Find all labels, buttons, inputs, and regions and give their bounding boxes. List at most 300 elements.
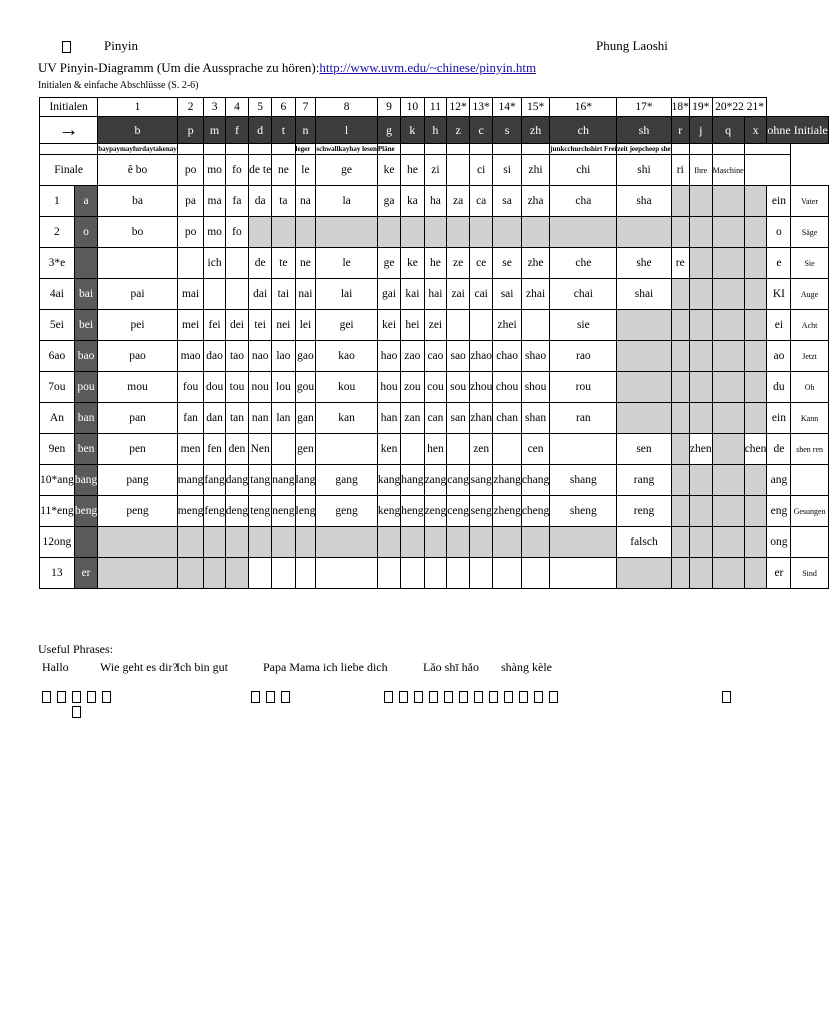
- syllable-cell: bo: [98, 217, 178, 248]
- syllable-cell: [470, 558, 493, 589]
- notes-row: [40, 144, 829, 155]
- syllable-cell: [671, 527, 689, 558]
- syllable-cell: [98, 558, 178, 589]
- initials-row: [40, 117, 829, 144]
- syllable-cell: fou: [177, 372, 204, 403]
- syllable-cell: [470, 527, 493, 558]
- arrow-cell: [40, 117, 98, 144]
- column-number: 15*: [521, 98, 549, 117]
- syllable-cell: [671, 310, 689, 341]
- syllable-cell: [424, 558, 447, 589]
- finale-cell: ci: [470, 155, 493, 186]
- syllable-cell: nan: [249, 403, 272, 434]
- syllable-cell: cou: [424, 372, 447, 403]
- syllable-cell: [447, 527, 470, 558]
- missing-glyph-row: [42, 689, 768, 719]
- syllable-cell: [225, 279, 248, 310]
- syllable-cell: ka: [401, 186, 424, 217]
- syllable-cell: ma: [204, 186, 225, 217]
- note-cell: [272, 144, 295, 155]
- syllable-cell: ran: [550, 403, 617, 434]
- syllable-cell: nang: [272, 465, 295, 496]
- initial-cell: m: [204, 117, 225, 144]
- syllable-cell: [447, 310, 470, 341]
- syllable-cell: [295, 558, 316, 589]
- syllable-cell: [204, 527, 225, 558]
- syllable-cell: [689, 527, 712, 558]
- syllable-cell: he: [424, 248, 447, 279]
- row-word: Oh: [791, 372, 828, 403]
- final-row: [40, 217, 829, 248]
- note-cell: [204, 144, 225, 155]
- syllable-cell: [744, 372, 767, 403]
- row-final: bai: [74, 279, 97, 310]
- finale-cell: po: [177, 155, 204, 186]
- row-word: Säge: [791, 217, 828, 248]
- syllable-cell: [493, 217, 521, 248]
- syllable-cell: na: [295, 186, 316, 217]
- syllable-cell: zhan: [470, 403, 493, 434]
- final-row: [40, 279, 829, 310]
- syllable-cell: [712, 372, 744, 403]
- syllable-cell: chen: [744, 434, 767, 465]
- initial-cell: b: [98, 117, 178, 144]
- author-name: Phung Laoshi: [596, 38, 668, 53]
- syllable-cell: [617, 558, 671, 589]
- note-cell: Pläne: [377, 144, 400, 155]
- syllable-cell: [689, 558, 712, 589]
- syllable-cell: [98, 527, 178, 558]
- syllable-cell: zhai: [521, 279, 549, 310]
- syllable-cell: kei: [377, 310, 400, 341]
- syllable-cell: [249, 217, 272, 248]
- syllable-cell: [689, 217, 712, 248]
- row-number: 5ei: [40, 310, 75, 341]
- column-number: 16*: [550, 98, 617, 117]
- syllable-cell: [272, 558, 295, 589]
- note-cell: zeit jeepcheep she: [617, 145, 671, 153]
- initial-cell: zh: [521, 117, 549, 144]
- syllable-cell: [689, 372, 712, 403]
- syllable-cell: [493, 558, 521, 589]
- syllable-cell: [671, 341, 689, 372]
- initial-cell: p: [177, 117, 204, 144]
- syllable-cell: [712, 217, 744, 248]
- column-number: 12*: [447, 98, 470, 117]
- finale-cell: Maschine: [712, 155, 744, 186]
- syllable-cell: pang: [98, 465, 178, 496]
- syllable-cell: nai: [295, 279, 316, 310]
- finale-cell: Ihre: [689, 155, 712, 186]
- missing-glyph-icon: [102, 691, 111, 703]
- syllable-cell: te: [272, 248, 295, 279]
- syllable-cell: she: [617, 248, 671, 279]
- column-number: 8: [316, 98, 377, 117]
- final-row: [40, 341, 829, 372]
- syllable-cell: fang: [204, 465, 225, 496]
- syllable-cell: cha: [550, 186, 617, 217]
- column-number-row: [40, 98, 829, 117]
- row-number: 10*ang: [40, 465, 75, 496]
- syllable-cell: le: [316, 248, 377, 279]
- row-end: ein: [767, 186, 791, 217]
- row-final: beng: [74, 496, 97, 527]
- syllable-cell: ge: [377, 248, 400, 279]
- pinyin-link[interactable]: http://www.uvm.edu/~chinese/pinyin.htm: [319, 60, 537, 75]
- syllable-cell: [424, 527, 447, 558]
- syllable-cell: che: [550, 248, 617, 279]
- syllable-cell: [316, 217, 377, 248]
- syllable-cell: pei: [98, 310, 178, 341]
- missing-glyph-icon: [251, 691, 260, 703]
- row-final: [74, 248, 97, 279]
- syllable-cell: ne: [295, 248, 316, 279]
- syllable-cell: [617, 310, 671, 341]
- syllable-cell: cang: [447, 465, 470, 496]
- syllable-cell: [401, 217, 424, 248]
- syllable-cell: po: [177, 217, 204, 248]
- row-final: o: [74, 217, 97, 248]
- syllable-cell: [744, 341, 767, 372]
- syllable-cell: zao: [401, 341, 424, 372]
- syllable-cell: reng: [617, 496, 671, 527]
- row-word: Gesungen: [791, 496, 828, 527]
- row-number: 9en: [40, 434, 75, 465]
- syllable-cell: kan: [316, 403, 377, 434]
- missing-glyph-icon: [519, 691, 528, 703]
- initials-header: Initialen: [40, 98, 98, 117]
- finale-cell: fo: [225, 155, 248, 186]
- syllable-cell: [249, 527, 272, 558]
- syllable-cell: pai: [98, 279, 178, 310]
- syllable-cell: shai: [617, 279, 671, 310]
- phrase-5: Lǎo shī hǎo: [423, 660, 479, 674]
- syllable-cell: geng: [316, 496, 377, 527]
- row-end: KI: [767, 279, 791, 310]
- initial-cell: q: [712, 117, 744, 144]
- missing-glyph-icon: [57, 691, 66, 703]
- note-cell: [401, 144, 424, 155]
- note-cell: [521, 144, 549, 155]
- column-number: 7: [295, 98, 316, 117]
- syllable-cell: mang: [177, 465, 204, 496]
- syllable-cell: ga: [377, 186, 400, 217]
- phrase-4: Papa Mama ich liebe dich: [263, 660, 388, 674]
- syllable-cell: zhei: [493, 310, 521, 341]
- syllable-cell: re: [671, 248, 689, 279]
- page-title: Pinyin: [104, 38, 138, 53]
- syllable-cell: [225, 558, 248, 589]
- syllable-cell: can: [424, 403, 447, 434]
- syllable-cell: fo: [225, 217, 248, 248]
- initial-cell: h: [424, 117, 447, 144]
- phrases-heading: Useful Phrases:: [38, 642, 113, 656]
- syllable-cell: pan: [98, 403, 178, 434]
- syllable-cell: zan: [401, 403, 424, 434]
- syllable-cell: [689, 496, 712, 527]
- syllable-cell: kou: [316, 372, 377, 403]
- syllable-cell: [744, 310, 767, 341]
- note-cell: [744, 144, 791, 155]
- row-final: er: [74, 558, 97, 589]
- syllable-cell: [744, 527, 767, 558]
- syllable-cell: ba: [98, 186, 178, 217]
- finale-cell: le: [295, 155, 316, 186]
- syllable-cell: sao: [447, 341, 470, 372]
- initial-cell: n: [295, 117, 316, 144]
- finale-cell: ri: [671, 155, 689, 186]
- syllable-cell: [521, 527, 549, 558]
- syllable-cell: dou: [204, 372, 225, 403]
- syllable-cell: lou: [272, 372, 295, 403]
- syllable-cell: [295, 527, 316, 558]
- syllable-cell: [316, 434, 377, 465]
- final-row: [40, 310, 829, 341]
- syllable-cell: [689, 248, 712, 279]
- syllable-cell: [177, 527, 204, 558]
- syllable-cell: ke: [401, 248, 424, 279]
- initial-cell: j: [689, 117, 712, 144]
- syllable-cell: kao: [316, 341, 377, 372]
- syllable-cell: [316, 558, 377, 589]
- syllable-cell: Nen: [249, 434, 272, 465]
- syllable-cell: [617, 341, 671, 372]
- note-cell: [671, 144, 689, 155]
- syllable-cell: chai: [550, 279, 617, 310]
- syllable-cell: leng: [295, 496, 316, 527]
- syllable-cell: [671, 186, 689, 217]
- row-final: bao: [74, 341, 97, 372]
- glyph-group: [384, 689, 564, 703]
- syllable-cell: lao: [272, 341, 295, 372]
- row-word: Kann: [791, 403, 828, 434]
- syllable-cell: cai: [470, 279, 493, 310]
- syllable-cell: zeng: [424, 496, 447, 527]
- syllable-cell: tou: [225, 372, 248, 403]
- initial-cell: f: [225, 117, 248, 144]
- missing-glyph-icon: [266, 691, 275, 703]
- syllable-cell: gou: [295, 372, 316, 403]
- missing-glyph-icon: [414, 691, 423, 703]
- column-number: 6: [272, 98, 295, 117]
- syllable-cell: hen: [424, 434, 447, 465]
- syllable-cell: [712, 558, 744, 589]
- subtitle: Initialen & einfache Abschlüsse (S. 2-6): [38, 80, 199, 91]
- initial-cell: x: [744, 117, 767, 144]
- syllable-cell: [712, 403, 744, 434]
- syllable-cell: zhe: [521, 248, 549, 279]
- syllable-cell: [671, 403, 689, 434]
- row-final: [74, 527, 97, 558]
- syllable-cell: shang: [550, 465, 617, 496]
- row-end: ein: [767, 403, 791, 434]
- syllable-cell: [712, 496, 744, 527]
- syllable-cell: dao: [204, 341, 225, 372]
- syllable-cell: pen: [98, 434, 178, 465]
- syllable-cell: dang: [225, 465, 248, 496]
- syllable-cell: [744, 217, 767, 248]
- finale-cell: si: [493, 155, 521, 186]
- note-cell: [712, 144, 744, 155]
- syllable-cell: [177, 248, 204, 279]
- syllable-cell: zang: [424, 465, 447, 496]
- syllable-cell: gen: [295, 434, 316, 465]
- column-number: 4: [225, 98, 248, 117]
- syllable-cell: rao: [550, 341, 617, 372]
- syllable-cell: [447, 217, 470, 248]
- syllable-cell: [712, 248, 744, 279]
- row-final: ban: [74, 403, 97, 434]
- row-end: de: [767, 434, 791, 465]
- row-word: Auge: [791, 279, 828, 310]
- glyph-group: [251, 689, 296, 703]
- finale-cell: [447, 155, 470, 186]
- row-final: pou: [74, 372, 97, 403]
- syllable-cell: hei: [401, 310, 424, 341]
- note-cell: [470, 144, 493, 155]
- syllable-cell: [521, 310, 549, 341]
- syllable-cell: [689, 403, 712, 434]
- syllable-cell: [744, 403, 767, 434]
- syllable-cell: [447, 558, 470, 589]
- syllable-cell: gai: [377, 279, 400, 310]
- syllable-cell: da: [249, 186, 272, 217]
- phrase-2: Wie geht es dir?: [100, 660, 178, 674]
- syllable-cell: pao: [98, 341, 178, 372]
- syllable-cell: [671, 465, 689, 496]
- phrase-3: Ich bin gut: [176, 660, 228, 674]
- missing-glyph-icon: [281, 691, 290, 703]
- column-number: 14*: [493, 98, 521, 117]
- syllable-cell: [689, 279, 712, 310]
- syllable-cell: [316, 527, 377, 558]
- syllable-cell: fei: [204, 310, 225, 341]
- syllable-cell: [744, 558, 767, 589]
- final-row: [40, 372, 829, 403]
- syllable-cell: [272, 527, 295, 558]
- syllable-cell: [249, 558, 272, 589]
- syllable-cell: san: [447, 403, 470, 434]
- syllable-cell: [671, 217, 689, 248]
- syllable-cell: lei: [295, 310, 316, 341]
- syllable-cell: cen: [521, 434, 549, 465]
- glyph-group: [72, 704, 87, 718]
- initial-cell: sh: [617, 117, 671, 144]
- syllable-cell: [671, 558, 689, 589]
- syllable-cell: kang: [377, 465, 400, 496]
- finale-cell: mo: [204, 155, 225, 186]
- column-number: 2: [177, 98, 204, 117]
- syllable-cell: [447, 434, 470, 465]
- row-number: 2: [40, 217, 75, 248]
- syllable-cell: [177, 558, 204, 589]
- row-final: ben: [74, 434, 97, 465]
- syllable-cell: [521, 558, 549, 589]
- syllable-cell: heng: [401, 496, 424, 527]
- diagram-title: [38, 60, 536, 76]
- syllable-cell: [424, 217, 447, 248]
- syllable-cell: meng: [177, 496, 204, 527]
- missing-glyph-icon: [72, 706, 81, 718]
- row-word: [791, 527, 828, 558]
- row-word: Vater: [791, 186, 828, 217]
- syllable-cell: [204, 558, 225, 589]
- diagram-title-text: UV Pinyin-Diagramm (Um die Aussprache zu hören):: [38, 60, 320, 75]
- row-word: [791, 465, 828, 496]
- column-number: 11: [424, 98, 447, 117]
- syllable-cell: [744, 248, 767, 279]
- missing-glyph-icon: [722, 691, 731, 703]
- syllable-cell: [225, 248, 248, 279]
- syllable-cell: de: [249, 248, 272, 279]
- syllable-cell: ceng: [447, 496, 470, 527]
- row-final: a: [74, 186, 97, 217]
- syllable-cell: [401, 558, 424, 589]
- syllable-cell: fen: [204, 434, 225, 465]
- missing-glyph-icon: [489, 691, 498, 703]
- row-end: ao: [767, 341, 791, 372]
- note-cell: [40, 144, 98, 155]
- syllable-cell: [712, 279, 744, 310]
- syllable-cell: tei: [249, 310, 272, 341]
- syllable-cell: ze: [447, 248, 470, 279]
- initial-cell: g: [377, 117, 400, 144]
- syllable-cell: zha: [521, 186, 549, 217]
- syllable-cell: [493, 527, 521, 558]
- final-row: [40, 558, 829, 589]
- row-final: bang: [74, 465, 97, 496]
- syllable-cell: [671, 434, 689, 465]
- finale-cell: chi: [550, 155, 617, 186]
- syllable-cell: rang: [617, 465, 671, 496]
- row-word: Acht: [791, 310, 828, 341]
- finale-cell: ê bo: [98, 155, 178, 186]
- missing-glyph-icon: [549, 691, 558, 703]
- finale-cell: shi: [617, 155, 671, 186]
- finale-cell: ke: [377, 155, 400, 186]
- initial-cell: ohne Initiale: [767, 117, 828, 144]
- row-end: er: [767, 558, 791, 589]
- syllable-cell: mo: [204, 217, 225, 248]
- final-row: [40, 434, 829, 465]
- syllable-cell: cheng: [521, 496, 549, 527]
- syllable-cell: zhang: [493, 465, 521, 496]
- row-word: Sind: [791, 558, 828, 589]
- initial-cell: z: [447, 117, 470, 144]
- syllable-cell: mei: [177, 310, 204, 341]
- syllable-cell: ca: [470, 186, 493, 217]
- syllable-cell: [617, 372, 671, 403]
- syllable-cell: [521, 217, 549, 248]
- syllable-cell: pa: [177, 186, 204, 217]
- syllable-cell: neng: [272, 496, 295, 527]
- missing-glyph-icon: [399, 691, 408, 703]
- final-row: [40, 496, 829, 527]
- syllable-cell: dan: [204, 403, 225, 434]
- syllable-cell: zhen: [689, 434, 712, 465]
- column-number: 18*: [671, 98, 689, 117]
- syllable-cell: seng: [470, 496, 493, 527]
- syllable-cell: deng: [225, 496, 248, 527]
- finale-label: Finale: [40, 155, 98, 186]
- syllable-cell: zhao: [470, 341, 493, 372]
- missing-glyph-icon: [72, 691, 81, 703]
- syllable-cell: [377, 558, 400, 589]
- syllable-cell: [272, 217, 295, 248]
- final-row: [40, 248, 829, 279]
- row-number: 7ou: [40, 372, 75, 403]
- note-cell: [424, 144, 447, 155]
